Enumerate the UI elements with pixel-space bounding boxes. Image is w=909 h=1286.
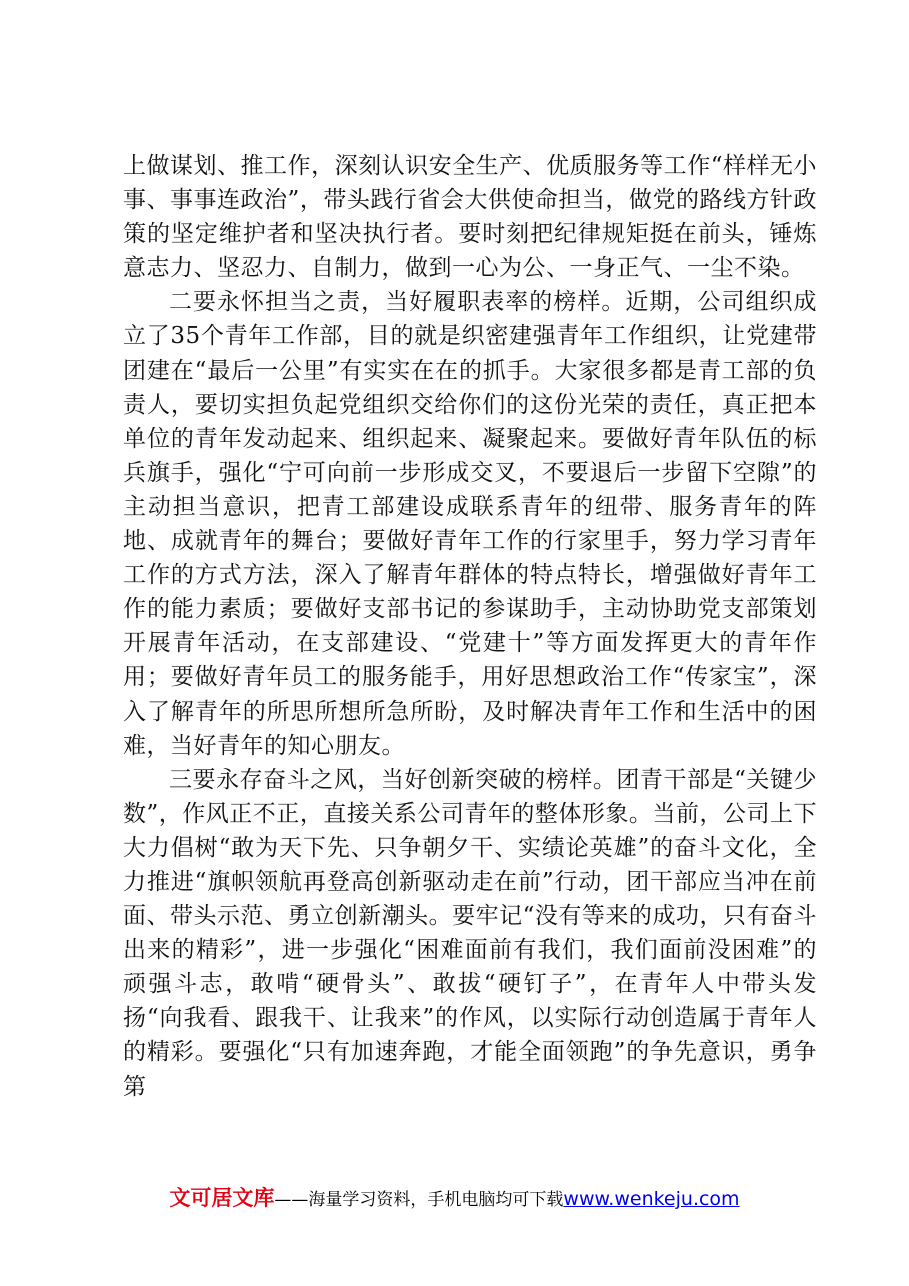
footer-brand: 文可居文库 bbox=[169, 1186, 275, 1210]
paragraph-second-point: 二要永怀担当之责，当好履职表率的榜样。近期，公司组织成立了35个青年工作部，目的就是织密建强青年工作组织，让党建带团建在“最后一公里”有实实在在的抓手。大家很多都是青工部的负责人，要切实担负起党组织交给你们的这份光荣的责任，真正把本单位的青年发动起来、组织起来、凝聚起来。要做好青年队伍的标兵旗手，强化“宁可向前一步形成交叉，不要退后一步留下空隙”的主动担当意识，把青工部建设成联系青年的纽带、服务青年的阵地、成就青年的舞台；要做好青年工作的行家里手，努力学习青年工作的方式方法，深入了解青年群体的特点特长，增强做好青年工作的能力素质；要做好支部书记的参谋助手，主动协助党支部策划开展青年活动，在支部建设、“党建十”等方面发挥更大的青年作用；要做好青年员工的服务能手，用好思想政治工作“传家宝”，深入了解青年的所思所想所急所盼，及时解决青年工作和生活中的困难，当好青年的知心朋友。 bbox=[123, 289, 817, 759]
footer-slogan: 海量学习资料，手机电脑均可下载 bbox=[308, 1190, 564, 1210]
paragraph-third-point: 三要永存奋斗之风，当好创新突破的榜样。团青干部是“关键少数”，作风正不正，直接关系公司青年的整体形象。当前，公司上下大力倡树“敢为天下先、只争朝夕干、实绩论英雄”的奋斗文化，全力推进“旗帜领航再登高创新驱动走在前”行动，团干部应当冲在前面、带头示范、勇立创新潮头。要牢记“没有等来的成功，只有奋斗出来的精彩”，进一步强化“困难面前有我们，我们面前没困难”的顽强斗志，敢啃“硬骨头”、敢拔“硬钉子”，在青年人中带头发扬“向我看、跟我干、让我来”的作风，以实际行动创造属于青年人的精彩。要强化“只有加速奔跑，才能全面领跑”的争先意识，勇争第 bbox=[123, 766, 817, 1100]
footer-banner bbox=[0, 1182, 909, 1212]
footer-dash: —— bbox=[274, 1190, 309, 1210]
paragraph-continuation: 上做谋划、推工作，深刻认识安全生产、优质服务等工作“样样无小事、事事连政治”，带头践行省会大供使命担当，做党的路线方针政策的坚定维护者和坚决执行者。要时刻把纪律规矩挺在前头，锤炼意志力、坚忍力、自制力，做到一心为公、一身正气、一尘不染。 bbox=[123, 153, 817, 282]
footer-url-link[interactable]: www.wenkeju.com bbox=[563, 1188, 740, 1210]
document-body bbox=[123, 149, 817, 1104]
